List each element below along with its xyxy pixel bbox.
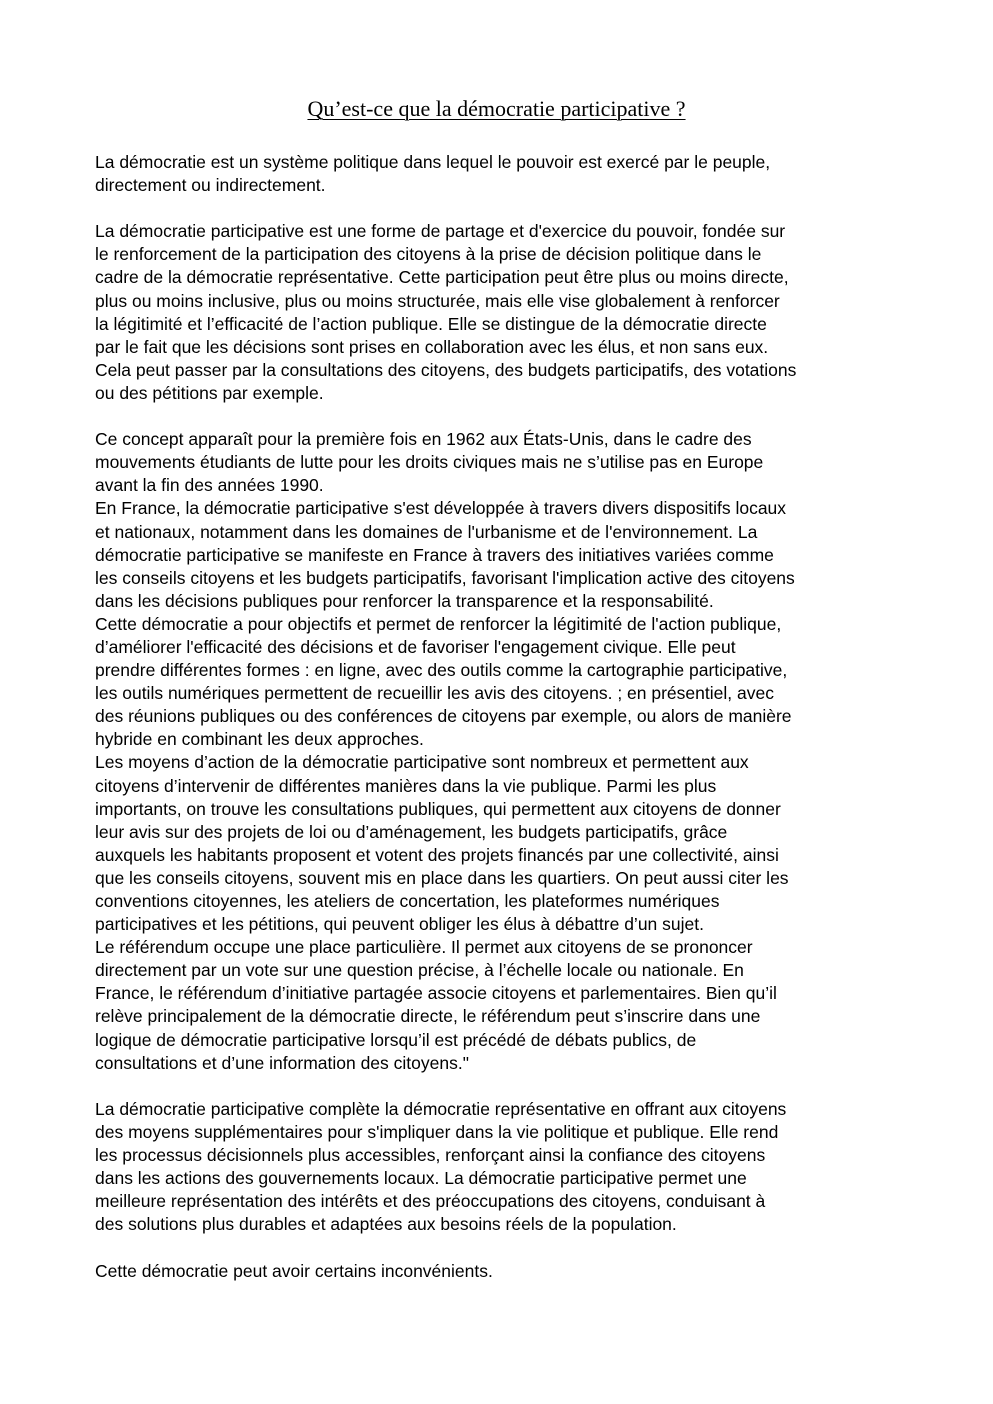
paragraph-drawbacks: Cette démocratie peut avoir certains inconvénients.	[95, 1260, 493, 1281]
paragraph-participative-democracy: La démocratie participative est une forme de partage et d'exercice du pouvoir, fondée sur le renforcement de la participation des citoyens à la prise de décision politique dans le cadre de la démocratie représentative. Cette participation peut être plus ou moins directe, plus ou moins inclusive, plus ou moins structurée, mais elle vise globalement à renforcer la légitimité et l’efficacité de l’action publique. Elle se distingue de la démocratie directe par le fait que les décisions sont prises en collaboration avec les élus, et non sans eux. Cela peut passer par la consultations des citoyens, des budgets participatifs, des votations ou des pétitions par exemple.	[95, 221, 797, 403]
paragraph-spacer	[95, 405, 905, 428]
paragraph-spacer	[95, 1236, 905, 1259]
paragraph-benefits: La démocratie participative complète la démocratie représentative en offrant aux citoyens des moyens supplémentaires pour s'impliquer dans la vie politique et publique. Elle rend les processus décisionnels plus accessibles, renforçant ainsi la confiance des citoyens dans les actions des gouvernements locaux. La démocratie participative permet une meilleure représentation des intérêts et des préoccupations des citoyens, conduisant à des solutions plus durables et adaptées aux besoins réels de la population.	[95, 1098, 787, 1235]
paragraph-definition: La démocratie est un système politique dans lequel le pouvoir est exercé par le peuple, directement ou indirectement.	[95, 152, 771, 196]
paragraph-spacer	[95, 197, 905, 220]
page-title: Qu’est-ce que la démocratie participative ?	[307, 96, 686, 121]
paragraph-spacer	[95, 1075, 905, 1098]
paragraph-history-and-means: Ce concept apparaît pour la première fois en 1962 aux États-Unis, dans le cadre des mouvements étudiants de lutte pour les droits civiques mais ne s’utilise pas en Europe avant la fin des années 1990. En France, la démocratie participative s'est développée à travers divers dispositifs locaux et nationaux, notamment dans les domaines de l'urbanisme et de l'environnement. La démocratie participative se manifeste en France à travers des initiatives variées comme les conseils citoyens et les budgets participatifs, favorisant l'implication active des citoyens dans les décisions publiques pour renforcer la transparence et la responsabilité. Cette démocratie a pour objectifs et permet de renforcer la légitimité de l'action publique, d’améliorer l'efficacité des décisions et de favoriser l'engagement civique. Elle peut prendre différentes formes : en ligne, avec des outils comme la cartographie participative, les outils numériques permettent de recueillir les avis des citoyens. ; en présentiel, avec des réunions publiques ou des conférences de citoyens par exemple, ou alors de manière hybride en combinant les deux approches. Les moyens d’action de la démocratie participative sont nombreux et permettent aux citoyens d’intervenir de différentes manières dans la vie publique. Parmi les plus importants, on trouve les consultations publiques, qui permettent aux citoyens de donner leur avis sur des projets de loi ou d’aménagement, les budgets participatifs, grâce auxquels les habitants proposent et votent des projets financés par une collectivité, ainsi que les conseils citoyens, souvent mis en place dans les quartiers. On peut aussi citer les conventions citoyennes, les ateliers de concertation, les plateformes numériques participatives et les pétitions, qui peuvent obliger les élus à débattre d’un sujet. Le référendum occupe une place particulière. Il permet aux citoyens de se prononcer directement par un vote sur une question précise, à l’échelle locale ou nationale. En France, le référendum d’initiative partagée associe citoyens et parlementaires. Bien qu’il relève principalement de la démocratie directe, le référendum peut s’inscrire dans une logique de démocratie participative lorsqu’il est précédé de débats publics, de consultations et d’une information des citoyens."	[95, 429, 795, 1073]
document-body	[95, 151, 905, 1283]
